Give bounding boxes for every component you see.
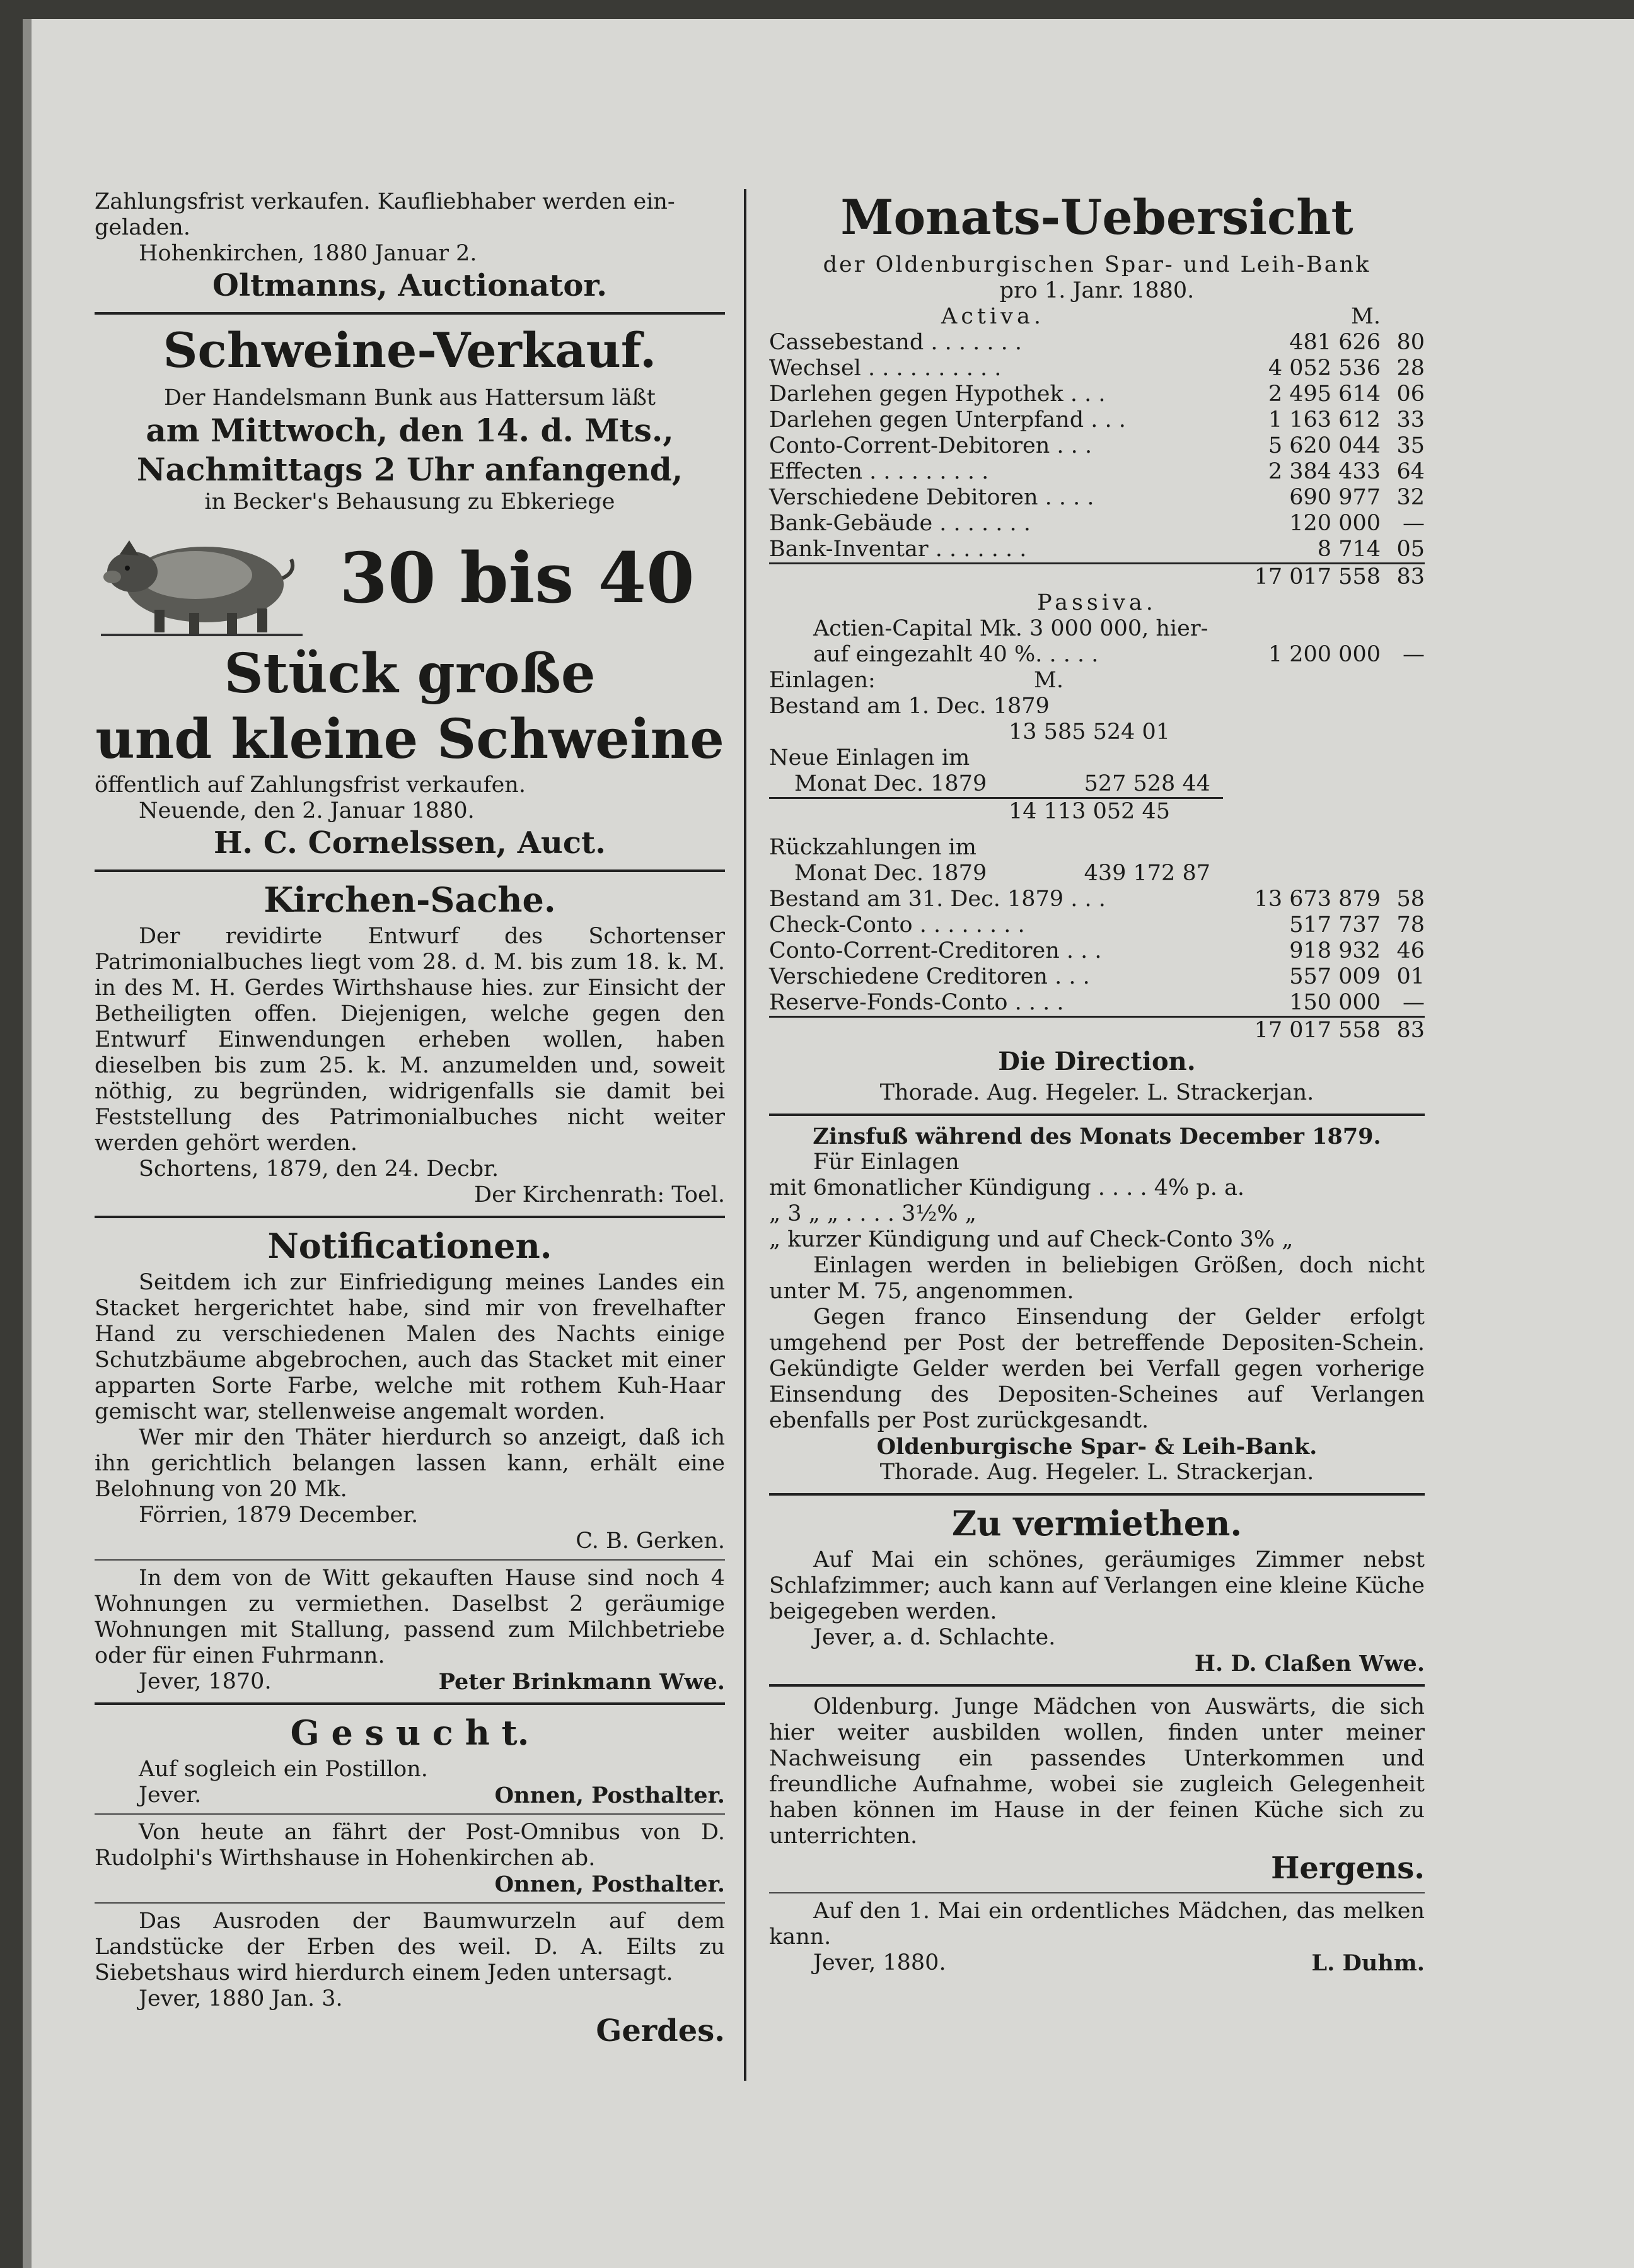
rueckzahlungen-value: 439 172 87 <box>1084 861 1210 886</box>
monats-subtitle: der Oldenburgischen Spar- und Leih-Bank <box>823 252 1371 277</box>
oldenburg-signature: Hergens. <box>1271 1851 1425 1886</box>
activa-cents: 35 <box>1396 433 1425 458</box>
vermiethen-text: Auf Mai ein schönes, geräumiges Zimmer nebst Schlafzimmer; auch kann auf Verlangen eine kleine Küche beigegeben werden. <box>769 1547 1425 1624</box>
activa-value: 8 714 <box>1317 537 1381 562</box>
passiva-value: 557 009 <box>1289 964 1381 989</box>
page-binding-edge <box>23 19 32 2268</box>
rueckzahlungen-label: Rückzahlungen im <box>769 835 976 860</box>
intro-place: Hohenkirchen, 1880 Januar 2. <box>139 241 477 266</box>
schweine-big-line-3: und kleine Schweine <box>95 707 724 771</box>
haus-place: Jever, 1870. <box>139 1669 272 1694</box>
rueckzahlungen-row <box>769 861 1425 887</box>
kirchen-text: Der revidirte Entwurf des Schortenser Patrimonialbuches liegt vom 28. d. M. bis zum 18. k. M. in des M. H. Gerdes Wirthshause hies. zur Einsicht der Betheiligten offen. Diejenigen, welche gegen den Entwurf Einwendungen erheben wollen, haben dieselben bis zum 25. k. M. anzumelden und, soweit nöthig, zu begründen, widrigenfalls sie damit bei Feststellung des Patrimonialbuches nicht weiter werden gehört werden. <box>95 924 725 1156</box>
passiva-row <box>769 938 1425 964</box>
notificationen-text-2: Wer mir den Thäter hierdurch so anzeigt, daß ich ihn gerichtlich belangen lassen kann, erhält eine Belohnung von 20 Mk. <box>95 1425 725 1502</box>
activa-value: 481 626 <box>1289 330 1381 355</box>
activa-table <box>769 330 1425 562</box>
zinsfuss-title: Zinsfuß während des Monats December 1879. <box>813 1124 1381 1149</box>
passiva-value: 918 932 <box>1289 938 1381 963</box>
activa-label: Bank-Gebäude . . . . . . . <box>769 511 1031 536</box>
vermiethen-place: Jever, a. d. Schlachte. <box>813 1625 1056 1650</box>
passiva-cents: 46 <box>1396 938 1425 963</box>
actien-value: 1 200 000 <box>1268 642 1381 667</box>
activa-cents: — <box>1403 511 1425 536</box>
passiva-cents: — <box>1403 990 1425 1015</box>
notificationen-text: Seitdem ich zur Einfriedigung meines Landes ein Stacket hergerichtet habe, sind mir von frevelhafter Hand zu verschiedenen Malen des Nachts einige Schutzbäume abgebrochen, auch das Stacket mit einer apparten Sorte Farbe, welche mit rothem Kuh-Haar gemischt war, stellenweise angemalt worden. <box>95 1270 725 1424</box>
divider <box>769 1684 1425 1687</box>
notificationen-place: Förrien, 1879 December. <box>139 1503 419 1528</box>
maedchen-footer <box>769 1950 1425 1976</box>
schweine-location: in Becker's Behausung zu Ebkeriege <box>204 489 615 515</box>
gesucht-text: Auf sogleich ein Postillon. <box>139 1757 428 1782</box>
passiva-total-value: 17 017 558 <box>1254 1018 1381 1043</box>
activa-row <box>769 433 1425 459</box>
oldenburg-text: Oldenburg. Junge Mädchen von Auswärts, die sich hier weiter ausbilden wollen, finden unter meiner Nachweisung ein passendes Unterkommen und freundliche Aufnahme, wobei sie zugleich Gelegenheit haben können im Hause in der feinen Küche sich zu unterrichten. <box>769 1694 1425 1849</box>
activa-value: 1 163 612 <box>1268 407 1381 433</box>
passiva-label: Passiva. <box>1037 590 1157 615</box>
actien-line-2: auf eingezahlt 40 %. . . . . <box>813 642 1099 667</box>
haus-footer <box>95 1669 725 1695</box>
activa-cents: 80 <box>1396 330 1425 355</box>
kirchen-title: Kirchen-Sache. <box>264 880 556 920</box>
neue-einlagen-row <box>769 771 1425 797</box>
neue-einlagen-value: 527 528 44 <box>1084 771 1210 796</box>
einlagen-header <box>769 668 1425 694</box>
passiva-total-cents: 83 <box>1396 1018 1425 1043</box>
divider <box>95 869 725 872</box>
activa-value: 5 620 044 <box>1268 433 1381 458</box>
passiva-label: Bestand am 31. Dec. 1879 . . . <box>769 887 1106 912</box>
haus-text: In dem von de Witt gekauften Hause sind noch 4 Wohnungen zu vermiethen. Daselbst 2 geräumige Wohnungen mit Stallung, passend zum Milchbetriebe oder für einen Fuhrmann. <box>95 1566 725 1668</box>
passiva-cents: 78 <box>1396 912 1425 938</box>
activa-value: 4 052 536 <box>1268 356 1381 381</box>
schweine-place: Neuende, den 2. Januar 1880. <box>139 798 475 823</box>
activa-label: Cassebestand . . . . . . . <box>769 330 1022 355</box>
notificationen-signature: C. B. Gerken. <box>576 1528 725 1554</box>
zinsfuss-line-2: mit 6monatlicher Kündigung . . . . 4% p. a. <box>769 1175 1245 1201</box>
column-rule <box>744 189 746 2081</box>
activa-label: Wechsel . . . . . . . . . . <box>769 356 1002 381</box>
activa-header <box>769 304 1425 330</box>
schweine-title: Schweine-Verkauf. <box>163 322 657 378</box>
einlagen-label: Einlagen: <box>769 668 876 693</box>
passiva-value: 517 737 <box>1289 912 1381 938</box>
passiva-cents: 01 <box>1396 964 1425 989</box>
zinsfuss-text-2: Gegen franco Einsendung der Gelder erfolgt umgehend per Post der betreffende Depositen-Schein. Gekündigte Gelder werden bei Verfall gegen vorherige Einsendung des Depositen-Scheines auf Verlangen ebenfalls per Post zurückgesandt. <box>769 1305 1425 1433</box>
actien-line-1: Actien-Capital Mk. 3 000 000, hier- <box>813 616 1208 641</box>
passiva-total-row <box>769 1016 1425 1044</box>
activa-label: Bank-Inventar . . . . . . . <box>769 537 1027 562</box>
passiva-label: Conto-Corrent-Creditoren . . . <box>769 938 1102 963</box>
direction-names: Thorade. Aug. Hegeler. L. Strackerjan. <box>879 1080 1314 1105</box>
vermiethen-title: Zu vermiethen. <box>951 1503 1243 1544</box>
maedchen-place: Jever, 1880. <box>813 1950 946 1975</box>
monats-date: pro 1. Janr. 1880. <box>999 278 1195 303</box>
gesucht-place: Jever. <box>139 1782 202 1808</box>
maedchen-text: Auf den 1. Mai ein ordentliches Mädchen, das melken kann. <box>769 1899 1425 1950</box>
activa-row <box>769 511 1425 537</box>
gesucht-footer <box>95 1782 725 1808</box>
passiva-table <box>769 887 1425 1016</box>
gesucht-signature: Onnen, Posthalter. <box>494 1782 725 1808</box>
divider <box>769 1493 1425 1496</box>
activa-value: 2 384 433 <box>1268 459 1381 484</box>
intro-signature: Oltmanns, Auctionator. <box>212 268 607 303</box>
rueckzahlungen-month: Monat Dec. 1879 <box>794 861 987 886</box>
activa-cents: 64 <box>1396 459 1425 484</box>
schweine-count: 30 bis 40 <box>339 537 695 619</box>
passiva-row <box>769 964 1425 990</box>
passiva-label: Reserve-Fonds-Conto . . . . <box>769 990 1064 1015</box>
passiva-value: 150 000 <box>1289 990 1381 1015</box>
activa-label: Darlehen gegen Hypothek . . . <box>769 381 1106 407</box>
intro-line-2: geladen. <box>95 215 190 240</box>
activa-cents: 05 <box>1396 537 1425 562</box>
activa-label: Activa. <box>941 304 1045 329</box>
einlagen-currency: M. <box>1034 668 1063 693</box>
activa-row <box>769 330 1425 356</box>
divider <box>769 1892 1425 1893</box>
activa-label: Verschiedene Debitoren . . . . <box>769 485 1094 510</box>
zwischensumme: 14 113 052 45 <box>769 797 1223 825</box>
schweine-date: am Mittwoch, den 14. d. Mts., <box>146 412 674 449</box>
activa-cents: 33 <box>1396 407 1425 433</box>
direction-title: Die Direction. <box>998 1047 1196 1076</box>
bank-names: Thorade. Aug. Hegeler. L. Strackerjan. <box>879 1460 1314 1485</box>
passiva-cents: 58 <box>1396 887 1425 912</box>
omnibus-signature: Onnen, Posthalter. <box>494 1871 725 1897</box>
divider <box>95 312 725 315</box>
divider <box>95 1902 725 1904</box>
activa-row <box>769 485 1425 511</box>
vermiethen-signature: H. D. Claßen Wwe. <box>1194 1651 1425 1677</box>
zinsfuss-line-4: „ kurzer Kündigung und auf Check-Conto 3% „ <box>769 1227 1294 1252</box>
baum-text: Das Ausroden der Baumwurzeln auf dem Landstücke der Erben des weil. D. A. Eilts zu Siebetshaus wird hierdurch einem Jeden untersagt. <box>95 1909 725 1986</box>
activa-row <box>769 356 1425 381</box>
zinsfuss-line-1: Für Einlagen <box>813 1149 959 1175</box>
activa-value: 120 000 <box>1289 511 1381 536</box>
schweine-signature: H. C. Cornelssen, Auct. <box>214 825 606 861</box>
divider <box>95 1813 725 1815</box>
activa-row <box>769 381 1425 407</box>
currency-label: M. <box>1351 304 1381 329</box>
baum-place: Jever, 1880 Jan. 3. <box>139 1986 343 2011</box>
activa-row <box>769 407 1425 433</box>
schweine-big-line-2: Stück große <box>224 642 596 706</box>
monats-title: Monats-Uebersicht <box>840 189 1353 245</box>
zinsfuss-text: Einlagen werden in beliebigen Größen, doch nicht unter M. 75, angenommen. <box>769 1253 1425 1304</box>
schweine-line-5: öffentlich auf Zahlungsfrist verkaufen. <box>95 772 526 798</box>
right-column <box>769 189 1425 1976</box>
passiva-label: Check-Conto . . . . . . . . <box>769 912 1025 938</box>
activa-cents: 06 <box>1396 381 1425 407</box>
divider <box>769 1114 1425 1116</box>
intro-line-1: Zahlungsfrist verkaufen. Kaufliebhaber werden ein- <box>95 189 675 214</box>
activa-row <box>769 537 1425 562</box>
notificationen-title: Notificationen. <box>267 1226 552 1266</box>
activa-value: 690 977 <box>1289 485 1381 510</box>
actien-row <box>769 642 1425 668</box>
activa-total-row <box>769 562 1425 590</box>
activa-label: Darlehen gegen Unterpfand . . . <box>769 407 1126 433</box>
schweine-line-1: Der Handelsmann Bunk aus Hattersum läßt <box>163 385 656 410</box>
activa-cents: 28 <box>1396 356 1425 381</box>
divider <box>95 1559 725 1561</box>
kirchen-place: Schortens, 1879, den 24. Decbr. <box>139 1156 499 1182</box>
activa-total-value: 17 017 558 <box>1254 564 1381 590</box>
left-column <box>95 189 725 2050</box>
passiva-row <box>769 990 1425 1016</box>
passiva-row <box>769 912 1425 938</box>
neue-einlagen-month: Monat Dec. 1879 <box>794 771 987 796</box>
passiva-row <box>769 887 1425 912</box>
activa-value: 2 495 614 <box>1268 381 1381 407</box>
haus-signature: Peter Brinkmann Wwe. <box>438 1669 725 1695</box>
neue-einlagen-label: Neue Einlagen im <box>769 745 970 771</box>
pig-illustration-icon <box>95 515 309 641</box>
activa-label: Effecten . . . . . . . . . <box>769 459 989 484</box>
schweine-time: Nachmittags 2 Uhr anfangend, <box>136 451 683 488</box>
gesucht-title: G e s u c h t. <box>290 1713 530 1753</box>
schweine-illustration-row <box>95 515 725 641</box>
activa-row <box>769 459 1425 485</box>
baum-signature: Gerdes. <box>596 2013 725 2049</box>
divider <box>95 1216 725 1218</box>
maedchen-signature: L. Duhm. <box>1311 1950 1425 1976</box>
divider <box>95 1702 725 1705</box>
passiva-value: 13 673 879 <box>1254 887 1381 912</box>
activa-total-cents: 83 <box>1396 564 1425 590</box>
bestand-1-value: 13 585 524 01 <box>1009 719 1171 745</box>
actien-cents: — <box>1403 642 1425 667</box>
kirchen-signature: Der Kirchenrath: Toel. <box>474 1182 725 1207</box>
activa-cents: 32 <box>1396 485 1425 510</box>
bestand-1-label: Bestand am 1. Dec. 1879 <box>769 694 1050 719</box>
omnibus-text: Von heute an fährt der Post-Omnibus von D. Rudolphi's Wirthshause in Hohenkirchen ab. <box>95 1820 725 1871</box>
activa-label: Conto-Corrent-Debitoren . . . <box>769 433 1092 458</box>
zinsfuss-line-3: „ 3 „ „ . . . . 3½% „ <box>769 1201 976 1226</box>
passiva-label: Verschiedene Creditoren . . . <box>769 964 1090 989</box>
bank-name: Oldenburgische Spar- & Leih-Bank. <box>876 1434 1318 1460</box>
